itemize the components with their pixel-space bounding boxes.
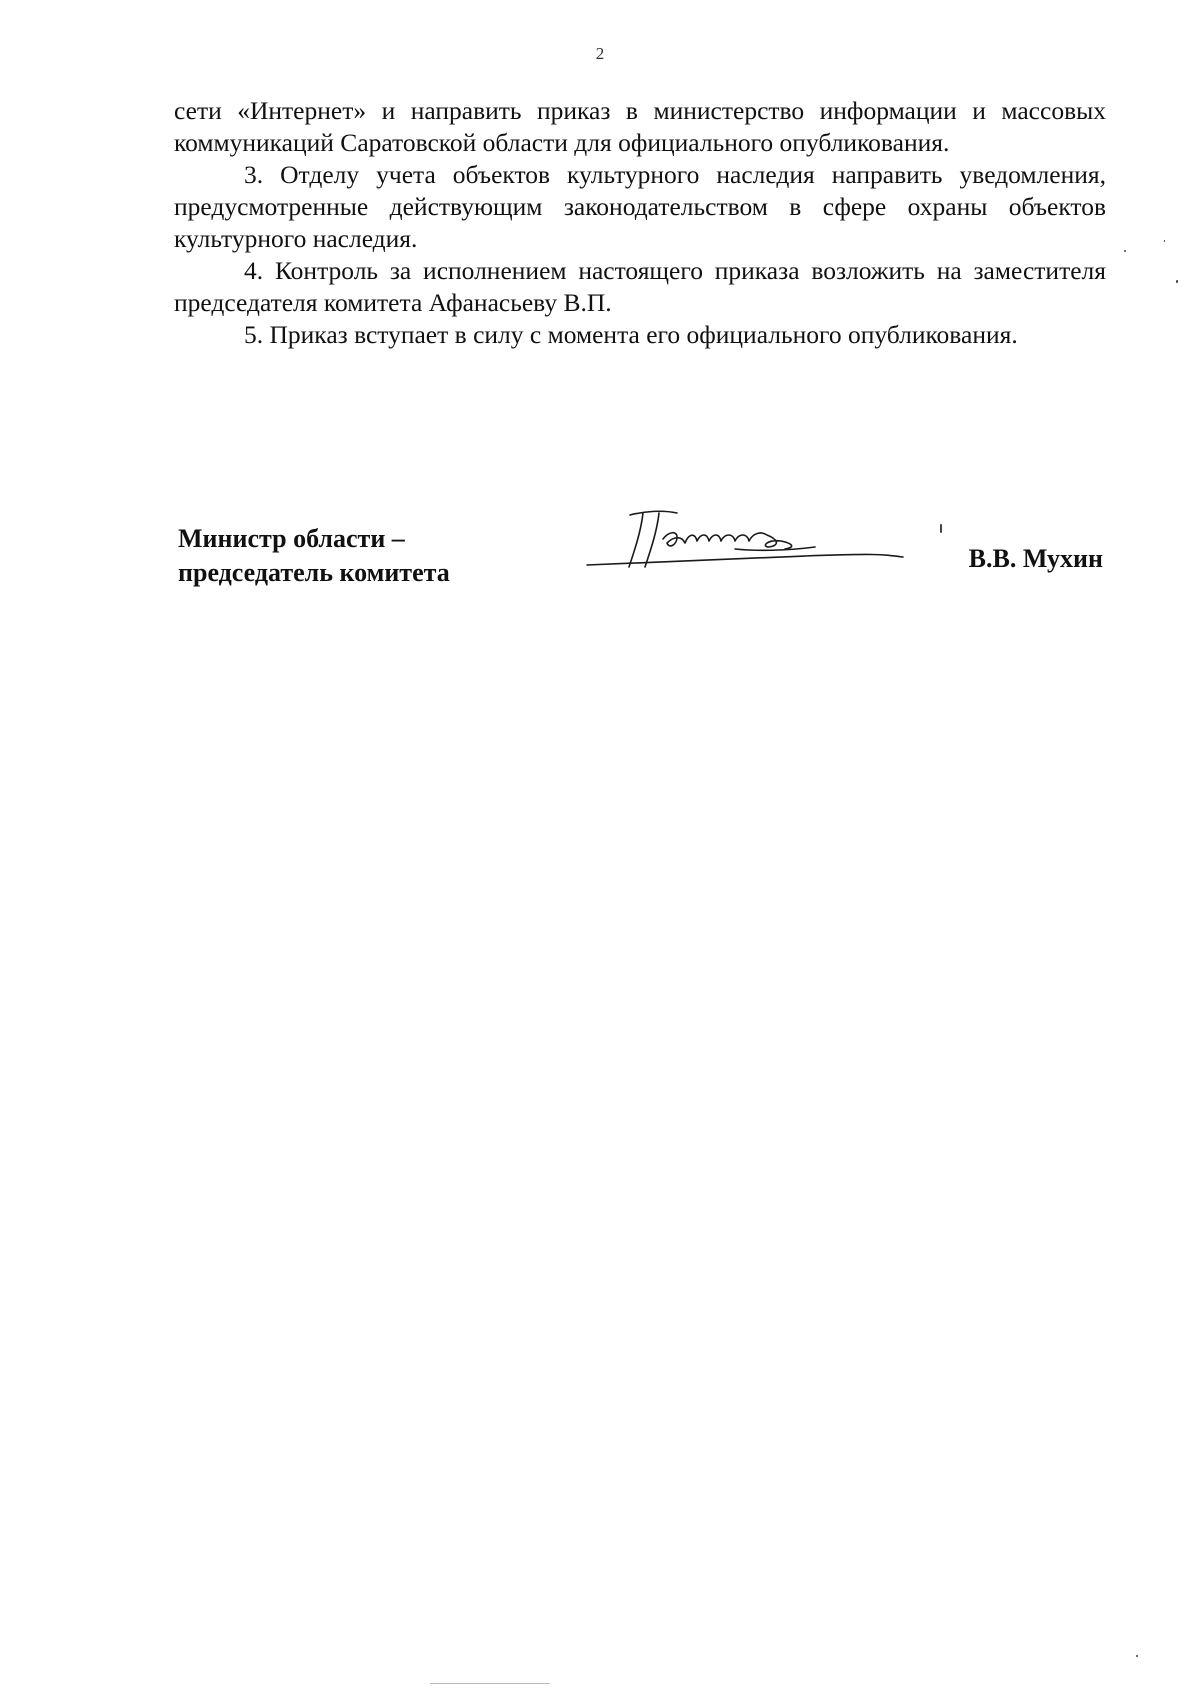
- signatory-title: [178, 522, 450, 590]
- scan-speck: [430, 1683, 550, 1684]
- paragraph-item-3: 3. Отделу учета объектов культурного наследия направить уведомления, предусмотренные действующим законодательством в сфере охраны объектов культурного наследия.: [174, 160, 1106, 253]
- scan-speck: [1136, 1655, 1138, 1657]
- signatory-title-line-2: председатель комитета: [178, 558, 450, 587]
- paragraph-continuation: сети «Интернет» и направить приказ в министерство информации и массовых коммуникаций Саратовской области для официального опубликования.: [174, 96, 1106, 157]
- scan-speck: [1176, 280, 1178, 283]
- signatory-title-line-1: Министр области –: [178, 524, 405, 553]
- body-text: [174, 95, 1106, 351]
- scan-speck: [1124, 250, 1126, 252]
- scan-speck: [1164, 240, 1165, 242]
- paragraph-item-5: 5. Приказ вступает в силу с момента его официального опубликования.: [244, 320, 1018, 349]
- scan-speck: [940, 524, 942, 533]
- page-number: 2: [595, 44, 605, 63]
- paragraph-item-4: 4. Контроль за исполнением настоящего приказа возложить на заместителя председателя комитета Афанасьеву В.П.: [174, 256, 1106, 317]
- signatory-name: В.В. Мухин: [968, 544, 1103, 573]
- handwritten-signature: [585, 505, 905, 577]
